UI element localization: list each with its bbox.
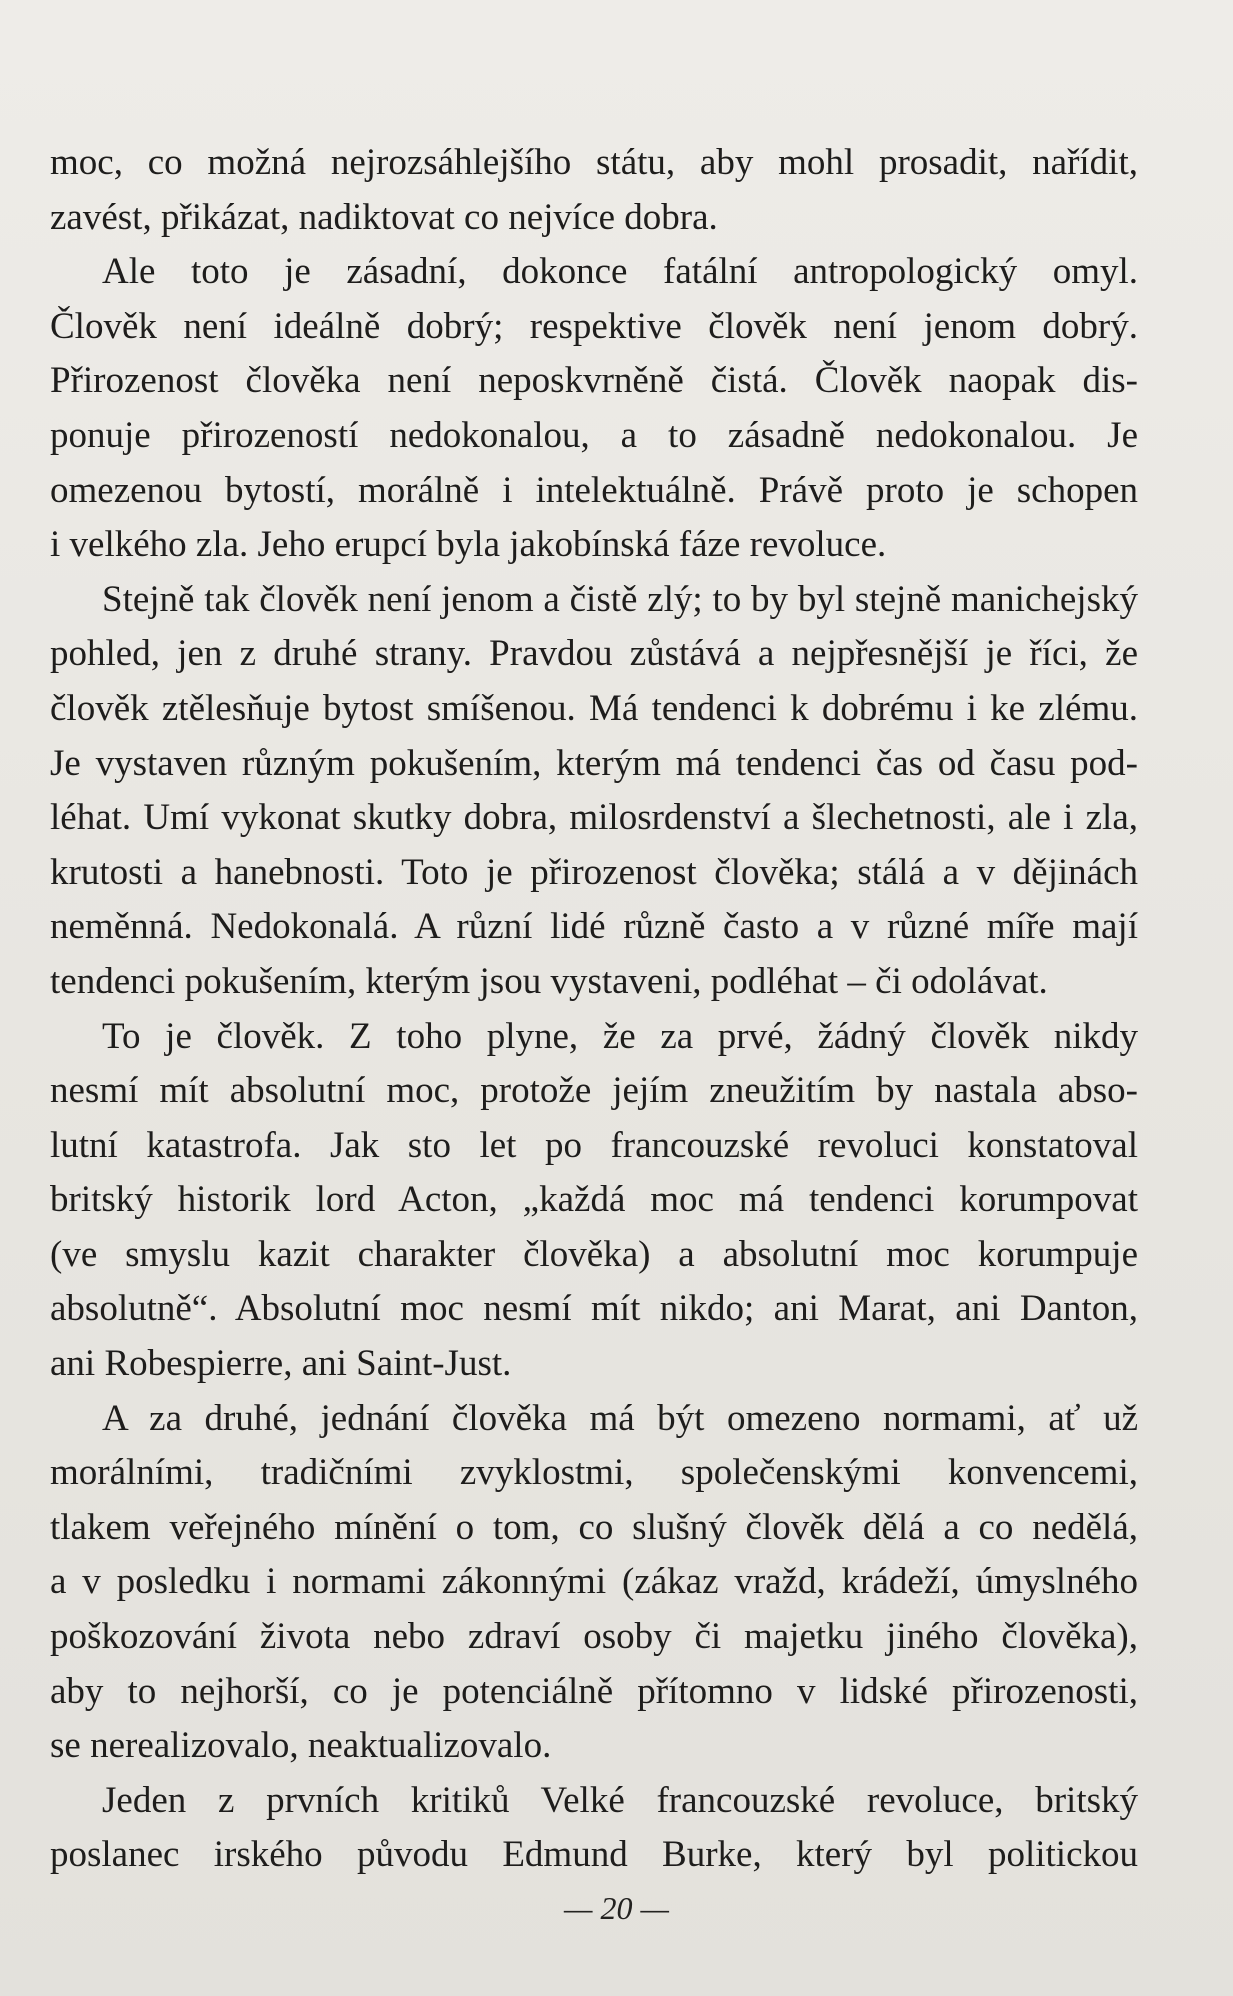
text-line: člověk ztělesňuje bytost smíšenou. Má tendenci k dobrému i ke zlému.	[50, 687, 1138, 729]
text-line: poslanec irského původu Edmund Burke, který byl politickou	[50, 1834, 1138, 1876]
page-number: — 20 —	[564, 1890, 669, 1926]
text-line: ani Robespierre, ani Saint-Just.	[50, 1343, 512, 1385]
text-line: Je vystaven různým pokušením, kterým má tendenci čas od času pod-	[50, 742, 1138, 784]
text-line: poškozování života nebo zdraví osoby či majetku jiného člověka),	[50, 1616, 1138, 1658]
text-line: tlakem veřejného mínění o tom, co slušný člověk dělá a co nedělá,	[50, 1506, 1138, 1548]
text-line: Přirozenost člověka není neposkvrněně čistá. Člověk naopak dis-	[50, 360, 1138, 402]
text-line: Jeden z prvních kritiků Velké francouzské revoluce, britský	[102, 1779, 1138, 1821]
text-line: zavést, přikázat, nadiktovat co nejvíce dobra.	[50, 196, 718, 238]
text-line: absolutně“. Absolutní moc nesmí mít nikdo; ani Marat, ani Danton,	[50, 1288, 1138, 1330]
text-line: lutní katastrofa. Jak sto let po francouzské revoluci konstatoval	[50, 1124, 1138, 1166]
body-text	[50, 136, 1138, 1883]
text-line: neměnná. Nedokonalá. A různí lidé různě často a v různé míře mají	[50, 906, 1138, 948]
text-line: tendenci pokušením, kterým jsou vystaveni, podléhat – či odolávat.	[50, 960, 1048, 1002]
text-line: i velkého zla. Jeho erupcí byla jakobínská fáze revoluce.	[50, 524, 887, 566]
text-line: A za druhé, jednání člověka má být omezeno normami, ať už	[102, 1397, 1138, 1439]
text-line: léhat. Umí vykonat skutky dobra, milosrdenství a šlechetnosti, ale i zla,	[50, 797, 1138, 839]
text-line: Člověk není ideálně dobrý; respektive člověk není jenom dobrý.	[50, 305, 1138, 347]
text-line: aby to nejhorší, co je potenciálně přítomno v lidské přirozenosti,	[50, 1670, 1138, 1712]
text-line: se nerealizovalo, neaktualizovalo.	[50, 1725, 552, 1767]
text-line: moc, co možná nejrozsáhlejšího státu, aby mohl prosadit, nařídit,	[50, 142, 1138, 183]
text-line: Ale toto je zásadní, dokonce fatální antropologický omyl.	[102, 251, 1138, 293]
text-line: Stejně tak člověk není jenom a čistě zlý; to by byl stejně manichejský	[102, 578, 1138, 620]
text-line: a v posledku i normami zákonnými (zákaz vražd, krádeží, úmyslného	[50, 1561, 1138, 1603]
text-line: krutosti a hanebnosti. Toto je přirozenost člověka; stálá a v dějinách	[50, 851, 1138, 893]
text-line: pohled, jen z druhé strany. Pravdou zůstává a nejpřesnější je říci, že	[50, 633, 1138, 675]
text-line: (ve smyslu kazit charakter člověka) a absolutní moc korumpuje	[50, 1233, 1138, 1275]
text-line: nesmí mít absolutní moc, protože jejím zneužitím by nastala abso-	[50, 1070, 1138, 1112]
text-line: ponuje přirozeností nedokonalou, a to zásadně nedokonalou. Je	[50, 414, 1138, 456]
text-line: omezenou bytostí, morálně i intelektuálně. Právě proto je schopen	[50, 469, 1138, 511]
text-line: To je člověk. Z toho plyne, že za prvé, žádný člověk nikdy	[102, 1015, 1138, 1057]
text-line: britský historik lord Acton, „každá moc má tendenci korumpovat	[50, 1179, 1138, 1221]
text-line: morálními, tradičními zvyklostmi, společenskými konvencemi,	[50, 1452, 1138, 1494]
